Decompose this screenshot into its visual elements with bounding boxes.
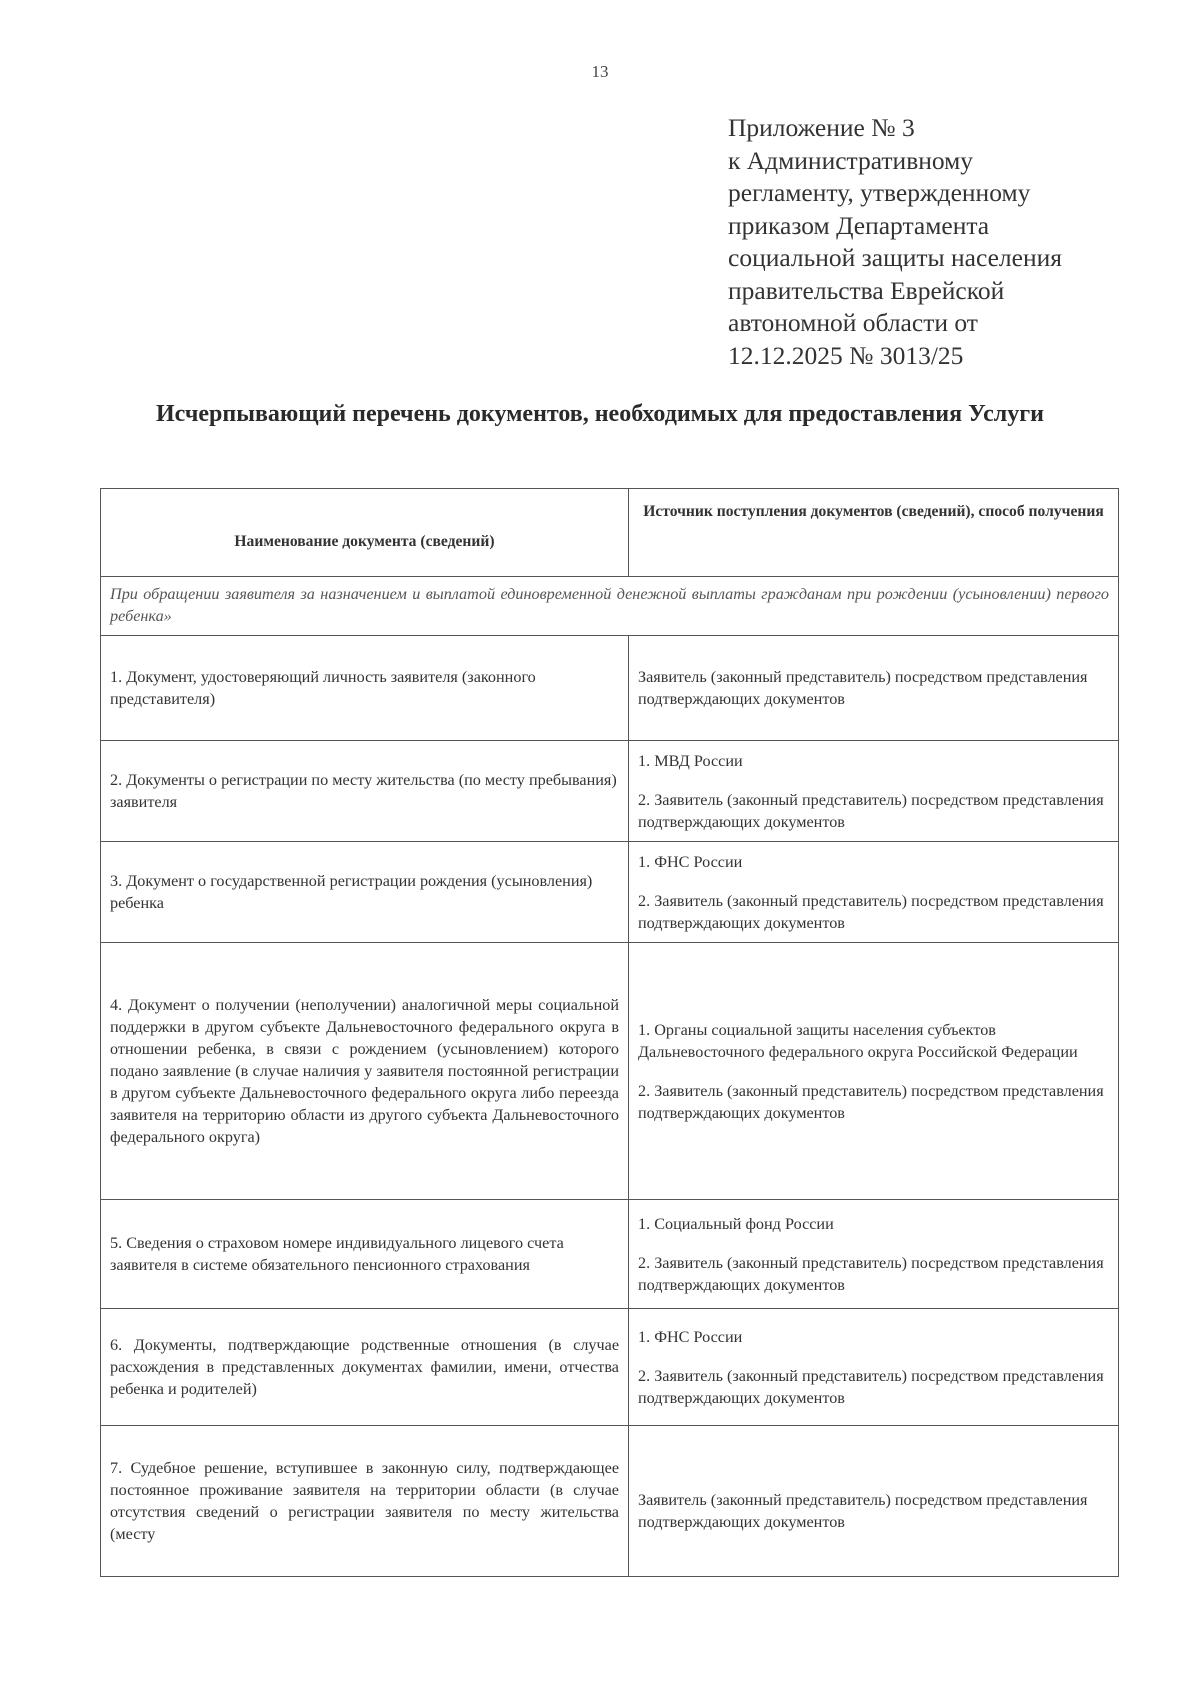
document-cell: 2. Документы о регистрации по месту жительства (по месту пребывания) заявителя [101,741,629,842]
appendix-line: регламенту, утвержденному [728,178,1031,207]
source-line: 1. Социальный фонд России [638,1214,834,1233]
source-line: 1. ФНС России [638,852,743,871]
source-line: 1. ФНС России [638,1327,743,1346]
table-row [101,636,1119,741]
table-row [101,842,1119,943]
header-source: Источник поступления документов (сведений), способ получения [629,489,1119,577]
source-cell [629,943,1119,1200]
table-row [101,1200,1119,1309]
source-line: 2. Заявитель (законный представитель) посредством представления подтверждающих документов [638,1253,1104,1294]
appendix-note [728,112,1108,372]
section-caption: При обращении заявителя за назначением и выплатой единовременной денежной выплаты гражданам при рождении (усыновлении) первого ребенка» [101,577,1119,636]
source-line: Заявитель (законный представитель) посредством представления подтверждающих документов [638,1491,1088,1531]
table-row [101,943,1119,1200]
appendix-line: 12.12.2025 № 3013/25 [728,340,964,370]
source-cell [629,1200,1119,1309]
source-line: 2. Заявитель (законный представитель) посредством представления подтверждающих документов [638,891,1104,932]
source-cell [629,1309,1119,1426]
appendix-line: приказом Департамента [728,210,990,240]
document-cell: 4. Документ о получении (неполучении) аналогичной меры социальной поддержки в другом субъекте Дальневосточного федерального округа в отношении ребенка, в связи с рождением (усыновлением) которого подано заявление (в случае наличия у заявителя постоянной регистрации в другом субъекте Дальневосточного федерального округа либо переезда заявителя на территорию области из другого субъекта Дальневосточного федерального округа) [101,943,629,1200]
source-line: 2. Заявитель (законный представитель) посредством представления подтверждающих документов [638,1366,1104,1407]
table-row [101,1309,1119,1426]
source-line: 1. МВД России [638,751,743,770]
table-row [101,1426,1119,1577]
source-line: 2. Заявитель (законный представитель) посредством представления подтверждающих документов [638,1081,1104,1122]
section-row [101,577,1119,636]
document-title: Исчерпывающий перечень документов, необходимых для предоставления Услуги [156,401,1044,427]
table-header-row [101,489,1119,577]
source-line: Заявитель (законный представитель) посредством представления подтверждающих документов [638,668,1088,708]
document-cell: 3. Документ о государственной регистрации рождения (усыновления) ребенка [101,842,629,943]
appendix-line: правительства Еврейской [728,275,1005,305]
table-row [101,741,1119,842]
appendix-line: Приложение № 3 [728,113,915,142]
document-cell: 7. Судебное решение, вступившее в законную силу, подтверждающее постоянное проживание заявителя на территории области (в случае отсутствия сведений о регистрации заявителя по месту жительства (месту [101,1426,629,1577]
document-cell: 6. Документы, подтверждающие родственные отношения (в случае расхождения в представленных документах фамилии, имени, отчества ребенка и родителей) [101,1309,629,1426]
source-cell [629,636,1119,741]
header-document: Наименование документа (сведений) [101,489,629,577]
appendix-line: к Административному [728,145,974,175]
documents-table [100,488,1119,1577]
document-cell: 5. Сведения о страховом номере индивидуального лицевого счета заявителя в системе обязательного пенсионного страхования [101,1200,629,1309]
appendix-line: социальной защиты населения [728,243,1062,272]
source-cell [629,842,1119,943]
source-cell [629,741,1119,842]
source-line: 1. Органы социальной защиты населения субъектов Дальневосточного федерального округа Российской Федерации [638,1020,1078,1061]
appendix-line: автономной области от [728,308,978,337]
source-line: 2. Заявитель (законный представитель) посредством представления подтверждающих документов [638,790,1104,831]
source-cell [629,1426,1119,1577]
document-cell: 1. Документ, удостоверяющий личность заявителя (законного представителя) [101,636,629,741]
page-number: 13 [591,62,609,81]
